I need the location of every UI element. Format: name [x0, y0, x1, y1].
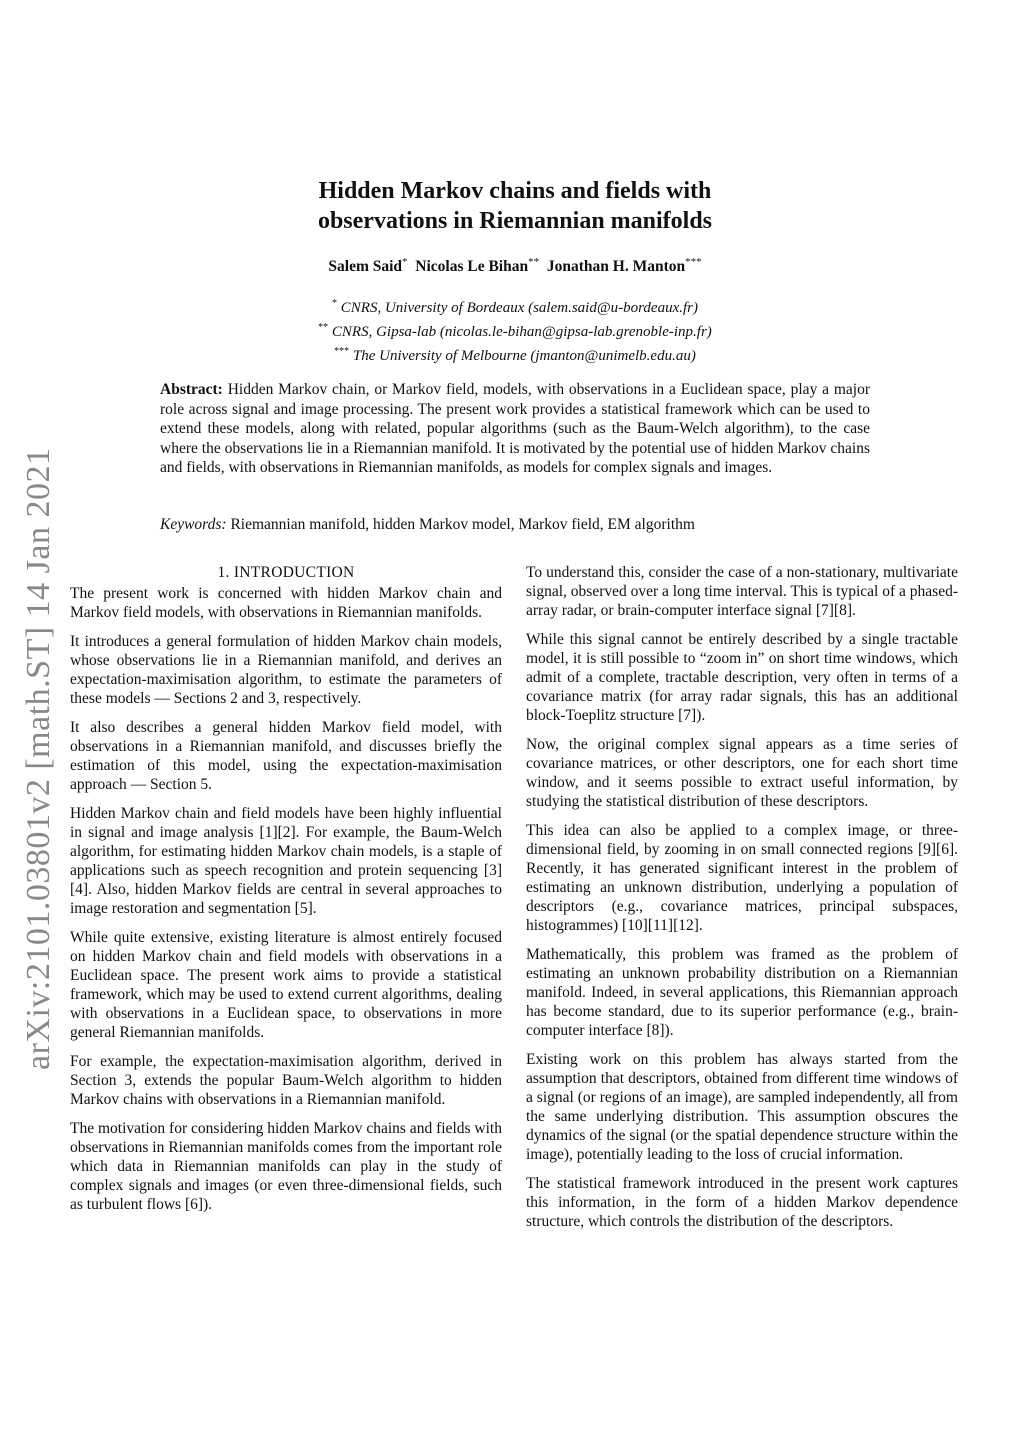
affiliation: [150, 318, 880, 342]
author-list: [150, 256, 880, 276]
affiliation-mark: **: [318, 322, 329, 333]
paragraph: Existing work on this problem has always started from the assumption that descriptors, obtained from different time windows of a signal (or regions of an image), are sampled independently, all from the same underlying distribution. This assumption obscures the dynamics of the signal (or the spatial dependence structure within the image), potentially leading to the loss of crucial information.: [526, 1051, 958, 1163]
paragraph: The motivation for considering hidden Markov chains and fields with observations in Riemannian manifolds comes from the important role which data in Riemannian manifolds can play in the study of complex signals and images (or even three-dimensional fields, such as turbulent flows [6]).: [70, 1120, 502, 1213]
abstract-text: Hidden Markov chain, or Markov field, models, with observations in a Euclidean space, play a major role across signal and image processing. The present work provides a statistical framework which can be used to extend these models, along with related, popular algorithms (such as the Baum-Welch algorithm), to the case where the observations lie in a Riemannian manifold. It is motivated by the potential use of hidden Markov chains and fields, with observations in Riemannian manifolds, as models for complex signals and images.: [160, 381, 871, 477]
affiliation-text: The University of Melbourne (jmanton@unimelb.edu.au): [352, 348, 696, 364]
keywords-text: Riemannian manifold, hidden Markov model, Markov field, EM algorithm: [230, 516, 695, 533]
author-name: Jonathan H. Manton: [546, 258, 686, 276]
paragraph: The statistical framework introduced in the present work captures this information, in the form of a hidden Markov dependence structure, which controls the distribution of the descriptors.: [526, 1175, 958, 1230]
paper-title: [150, 176, 880, 236]
author-mark: ***: [685, 256, 702, 268]
author-name: Nicolas Le Bihan: [415, 258, 529, 276]
paragraph: Now, the original complex signal appears as a time series of covariance matrices, or other descriptors, one for each short time window, and it seems possible to extract useful information, by studying the statistical distribution of these descriptors.: [526, 736, 958, 810]
author-mark: *: [402, 256, 408, 268]
paragraph: While this signal cannot be entirely described by a single tractable model, it is still possible to “zoom in” on short time windows, which admit of a complete, tractable description, very often in terms of a covariance matrix (for array radar signals, this has an additional block-Toeplitz structure [7]).: [526, 631, 958, 724]
paragraph: Mathematically, this problem was framed as the problem of estimating an unknown probability distribution on a Riemannian manifold. Indeed, in several applications, this Riemannian approach has become standard, due to its superior performance (e.g., brain-computer interface [8]).: [526, 946, 958, 1039]
affiliation: [150, 294, 880, 318]
abstract: [160, 380, 870, 478]
paragraph: This idea can also be applied to a complex image, or three-dimensional field, by zooming in on small connected regions [9][6]. Recently, it has generated significant interest in the problem of estimating an unknown distribution, underlying a population of descriptors (e.g., covariance matrices, principal subspaces, histogrammes) [10][11][12].: [526, 822, 958, 934]
left-column: [70, 563, 502, 1224]
author-name: Salem Said: [328, 258, 403, 276]
section-heading: 1. INTRODUCTION: [217, 564, 355, 581]
paragraph: The present work is concerned with hidden Markov chain and Markov field models, with observations in Riemannian manifolds.: [70, 585, 502, 621]
paragraph: It introduces a general formulation of hidden Markov chain models, whose observations lie in a Riemannian manifold, and derives an expectation-maximisation algorithm, to estimate the parameters of these models — Sections 2 and 3, respectively.: [70, 633, 502, 707]
paragraph: While quite extensive, existing literature is almost entirely focused on hidden Markov chain and field models with observations in a Euclidean space. The present work aims to provide a statistical framework, which may be used to extend current algorithms, dealing with observations in a Euclidean space, to observations in more general Riemannian manifolds.: [70, 929, 502, 1041]
title-line-2: observations in Riemannian manifolds: [317, 208, 713, 234]
abstract-label: Abstract:: [160, 381, 223, 398]
keywords-label: Keywords:: [160, 516, 227, 533]
paragraph: For example, the expectation-maximisation algorithm, derived in Section 3, extends the popular Baum-Welch algorithm to hidden Markov chains with observations in a Riemannian manifold.: [70, 1053, 502, 1108]
paragraph: To understand this, consider the case of a non-stationary, multivariate signal, observed over a long time interval. This is typical of a phased-array radar, or brain-computer interface signal [7][8].: [526, 564, 958, 619]
affiliation-mark: *: [332, 298, 338, 309]
arxiv-identifier: arXiv:2101.03801v2 [math.ST] 14 Jan 2021: [20, 447, 57, 1070]
author-mark: **: [528, 256, 540, 268]
keywords: [160, 516, 870, 534]
affiliation-mark: ***: [334, 346, 350, 357]
affiliation: [150, 342, 880, 366]
paragraph: Hidden Markov chain and field models have been highly influential in signal and image analysis [1][2]. For example, the Baum-Welch algorithm, for estimating hidden Markov chain models, is a staple of applications such as speech recognition and protein sequencing [3][4]. Also, hidden Markov fields are central in several approaches to image restoration and segmentation [5].: [70, 805, 502, 917]
title-line-1: Hidden Markov chains and fields with: [318, 178, 712, 204]
affiliation-text: CNRS, Gipsa-lab (nicolas.le-bihan@gipsa-lab.grenoble-inp.fr): [331, 324, 712, 340]
right-column: [526, 563, 958, 1241]
affiliation-text: CNRS, University of Bordeaux (salem.said@u-bordeaux.fr): [340, 300, 698, 316]
paragraph: It also describes a general hidden Markov field model, with observations in a Riemannian manifold, and discusses briefly the estimation of this model, using the expectation-maximisation approach — Section 5.: [70, 719, 502, 793]
affiliation-list: [150, 294, 880, 366]
